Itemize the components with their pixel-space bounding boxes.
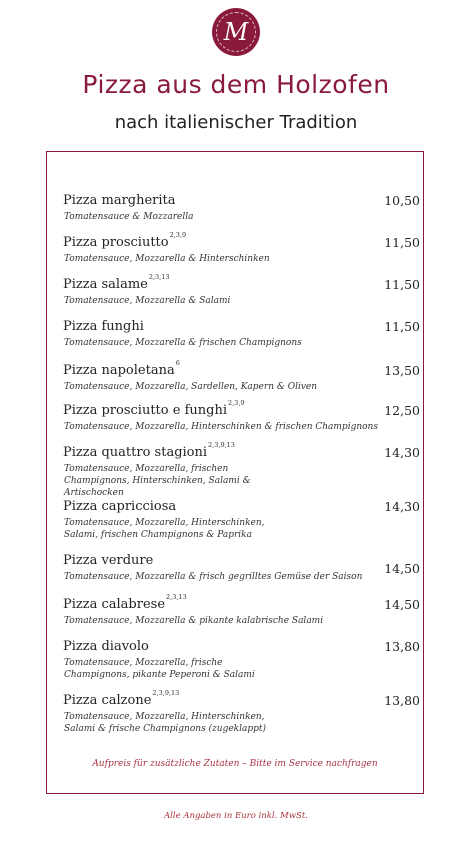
item-name: Pizza prosciutto$^{2,3,9}$ xyxy=(63,231,187,250)
allergen-codes: 2,3,9 xyxy=(227,399,245,407)
item-description: Tomatensauce, Mozzarella & frisch gegrilltes Gemüse der Saison xyxy=(64,572,363,582)
item-name: Pizza calabrese$^{2,3,13}$ xyxy=(63,593,187,612)
item-price: 11,50 xyxy=(384,277,420,292)
allergen-codes: 2,3,13 xyxy=(148,273,170,281)
item-name: Pizza quattro stagioni$^{2,3,9,13}$ xyxy=(63,441,235,460)
item-description: Tomatensauce, Mozzarella, Hinterschinken & frischen Champignons xyxy=(64,422,378,432)
allergen-codes: 2,3,13 xyxy=(166,593,187,601)
item-description: Tomatensauce, Mozzarella, frischen Champignons, Hinterschinken, Salami & Artischocken xyxy=(64,464,251,498)
item-name: Pizza margherita xyxy=(63,193,176,208)
item-price: 11,50 xyxy=(384,319,420,334)
allergen-codes: 2,3,9 xyxy=(169,231,187,239)
item-name: Pizza prosciutto e funghi$^{2,3,9}$ xyxy=(63,399,245,418)
footer-note: Alle Angaben in Euro inkl. MwSt. xyxy=(164,811,308,821)
item-price: 13,50 xyxy=(384,363,420,378)
item-description: Tomatensauce, Mozzarella & Hinterschinken xyxy=(64,254,270,264)
item-description: Tomatensauce, Mozzarella & frischen Champignons xyxy=(64,338,302,348)
item-description: Tomatensauce, Mozzarella, frische Champignons, pikante Peperoni & Salami xyxy=(64,658,255,680)
item-description: Tomatensauce, Mozzarella, Hinterschinken, Salami, frischen Champignons & Paprika xyxy=(64,518,265,540)
item-price: 14,30 xyxy=(384,445,420,460)
item-name: Pizza verdure xyxy=(63,553,154,568)
item-description: Tomatensauce, Mozzarella, Sardellen, Kapern & Oliven xyxy=(64,382,318,392)
item-name: Pizza diavolo xyxy=(63,639,149,654)
item-name: Pizza salame$^{2,3,13}$ xyxy=(63,273,170,292)
item-name: Pizza funghi xyxy=(63,319,144,334)
logo xyxy=(212,8,260,56)
allergen-codes: 2,3,9,13 xyxy=(208,441,235,449)
extras-note: Aufpreis für zusätzliche Zutaten – Bitte im Service nachfragen xyxy=(92,759,378,769)
item-name: Pizza napoletana$^6$ xyxy=(63,359,180,378)
logo-monogram: M xyxy=(223,18,249,46)
item-price: 10,50 xyxy=(384,193,420,208)
page-title: Pizza aus dem Holzofen xyxy=(82,70,390,99)
item-name: Pizza calzone$^{2,3,9,13}$ xyxy=(63,689,180,708)
item-description: Tomatensauce, Mozzarella, Hinterschinken, Salami & frische Champignons (zugeklappt) xyxy=(64,712,267,734)
item-price: 11,50 xyxy=(384,235,420,250)
item-description: Tomatensauce & Mozzarella xyxy=(64,212,194,222)
page-subtitle: nach italienischer Tradition xyxy=(114,112,358,133)
allergen-codes: 6 xyxy=(175,359,180,367)
item-description: Tomatensauce, Mozzarella & Salami xyxy=(64,296,231,306)
item-name: Pizza capricciosa xyxy=(63,499,177,514)
allergen-codes: 2,3,9,13 xyxy=(152,689,180,697)
item-description: Tomatensauce, Mozzarella & pikante kalabrische Salami xyxy=(64,616,324,626)
item-price: 13,80 xyxy=(384,693,420,708)
item-price: 14,50 xyxy=(384,561,420,576)
item-price: 14,50 xyxy=(384,597,420,612)
item-price: 14,30 xyxy=(384,499,420,514)
item-price: 13,80 xyxy=(384,639,420,654)
item-price: 12,50 xyxy=(384,403,420,418)
